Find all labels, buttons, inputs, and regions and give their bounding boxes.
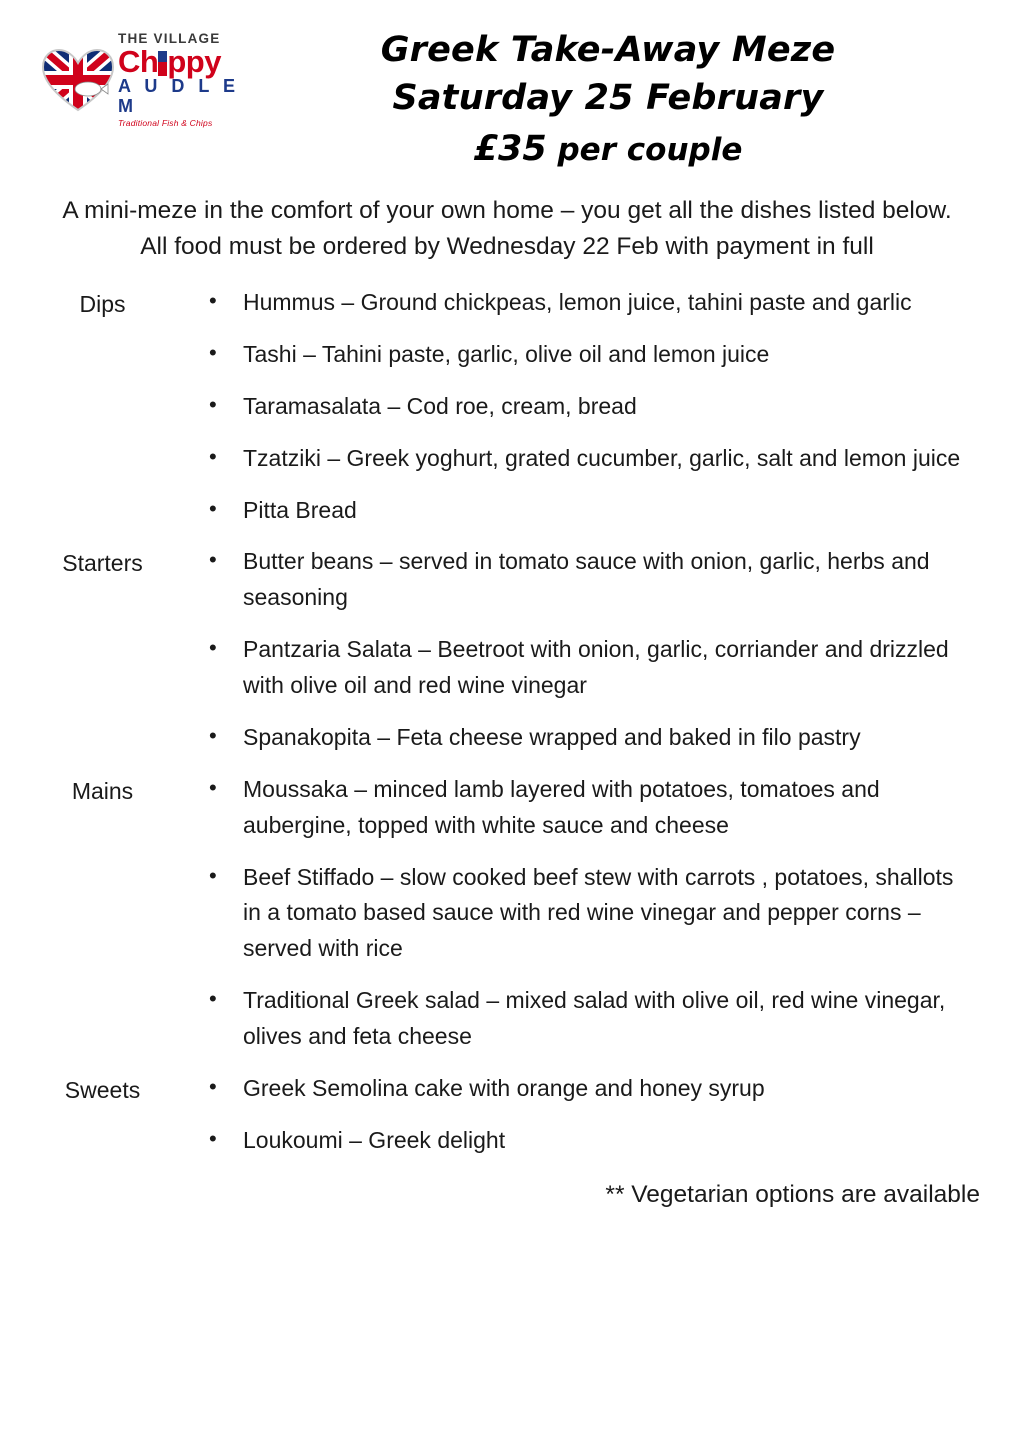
list-item: [205, 337, 962, 373]
bullet-icon: •: [209, 443, 217, 469]
bullet-icon: •: [209, 635, 217, 661]
item-text: Spanakopita – Feta cheese wrapped and baked in filo pastry: [243, 723, 861, 750]
bullet-icon: •: [209, 722, 217, 748]
brand-chippy-pre: Ch: [118, 43, 159, 79]
bullet-icon: •: [209, 288, 217, 314]
bullet-icon: •: [209, 986, 217, 1012]
list-item: [205, 860, 962, 968]
menu-section-dips: [0, 285, 984, 544]
price-line: [262, 123, 954, 176]
menu-section-sweets: [0, 1071, 984, 1175]
title-line-2: Saturday 25 February: [392, 78, 824, 119]
list-item: [205, 389, 962, 425]
bullet-icon: •: [209, 547, 217, 573]
list-item: [205, 983, 962, 1055]
list-item: [205, 285, 962, 321]
list-item: [205, 772, 962, 844]
section-label-dips: Dips: [79, 291, 126, 318]
list-item: [205, 544, 962, 616]
bullet-icon: •: [209, 495, 217, 521]
item-text: Butter beans – served in tomato sauce with onion, garlic, herbs and seasoning: [243, 548, 930, 611]
list-item: [205, 493, 962, 529]
section-items-sweets: [205, 1071, 984, 1175]
bullet-icon: •: [209, 391, 217, 417]
section-items-dips: [205, 285, 984, 544]
section-items-mains: [205, 772, 984, 1071]
list-item: [205, 1071, 962, 1107]
item-text: Moussaka – minced lamb layered with potatoes, tomatoes and aubergine, topped with white sauce and cheese: [243, 775, 880, 838]
bullet-icon: •: [209, 1073, 217, 1099]
list-item: [205, 720, 962, 756]
bullet-icon: •: [209, 1125, 217, 1151]
item-text: Beef Stiffado – slow cooked beef stew with carrots , potatoes, shallots in a tomato based sauce with red wine vinegar and pepper corns – served with rice: [243, 863, 954, 962]
list-item: [205, 632, 962, 704]
brand-wordmark: [118, 32, 262, 127]
flag-stripe-icon: [158, 51, 167, 76]
item-text: Taramasalata – Cod roe, cream, bread: [243, 392, 637, 419]
item-text: Tashi – Tahini paste, garlic, olive oil and lemon juice: [243, 340, 770, 367]
section-items-starters: [205, 544, 984, 771]
menu-sections: [0, 285, 1014, 1175]
price-amount: £35: [473, 128, 547, 169]
brand-line-chippy: [118, 43, 262, 79]
section-label-starters: Starters: [62, 550, 143, 577]
item-text: Loukoumi – Greek delight: [243, 1126, 506, 1153]
menu-section-starters: [0, 544, 984, 771]
menu-section-mains: [0, 772, 984, 1071]
brand-line-audlem: A U D L E M: [118, 76, 240, 116]
intro-paragraph: A mini-meze in the comfort of your own home – you get all the dishes listed below. All food must be ordered by Wednesday 22 Feb with payment in full: [62, 197, 952, 261]
item-text: Tzatziki – Greek yoghurt, grated cucumber, garlic, salt and lemon juice: [243, 444, 961, 471]
union-jack-heart-icon: [40, 47, 116, 113]
vegetarian-footnote: ** Vegetarian options are available: [605, 1180, 980, 1208]
section-label-mains: Mains: [71, 777, 134, 804]
brand-tagline: Traditional Fish & Chips: [118, 117, 213, 128]
item-text: Hummus – Ground chickpeas, lemon juice, tahini paste and garlic: [243, 289, 912, 316]
brand-line-village: THE VILLAGE: [118, 31, 221, 46]
bullet-icon: •: [209, 862, 217, 888]
document-header: [0, 0, 1014, 175]
title-line-1: Greek Take-Away Meze: [380, 30, 836, 70]
bullet-icon: •: [209, 339, 217, 365]
price-suffix: per couple: [546, 131, 743, 168]
item-text: Greek Semolina cake with orange and honey syrup: [243, 1074, 765, 1101]
list-item: [205, 1123, 962, 1159]
section-label-sweets: Sweets: [64, 1076, 141, 1103]
item-text: Traditional Greek salad – mixed salad with olive oil, red wine vinegar, olives and feta cheese: [243, 987, 946, 1050]
brand-logo: [40, 26, 262, 127]
item-text: Pantzaria Salata – Beetroot with onion, garlic, corriander and drizzled with olive oil and red wine vinegar: [243, 636, 949, 699]
item-text: Pitta Bread: [243, 496, 357, 523]
page-title: [262, 26, 984, 175]
brand-chippy-post: ppy: [167, 43, 221, 79]
list-item: [205, 441, 962, 477]
bullet-icon: •: [209, 774, 217, 800]
